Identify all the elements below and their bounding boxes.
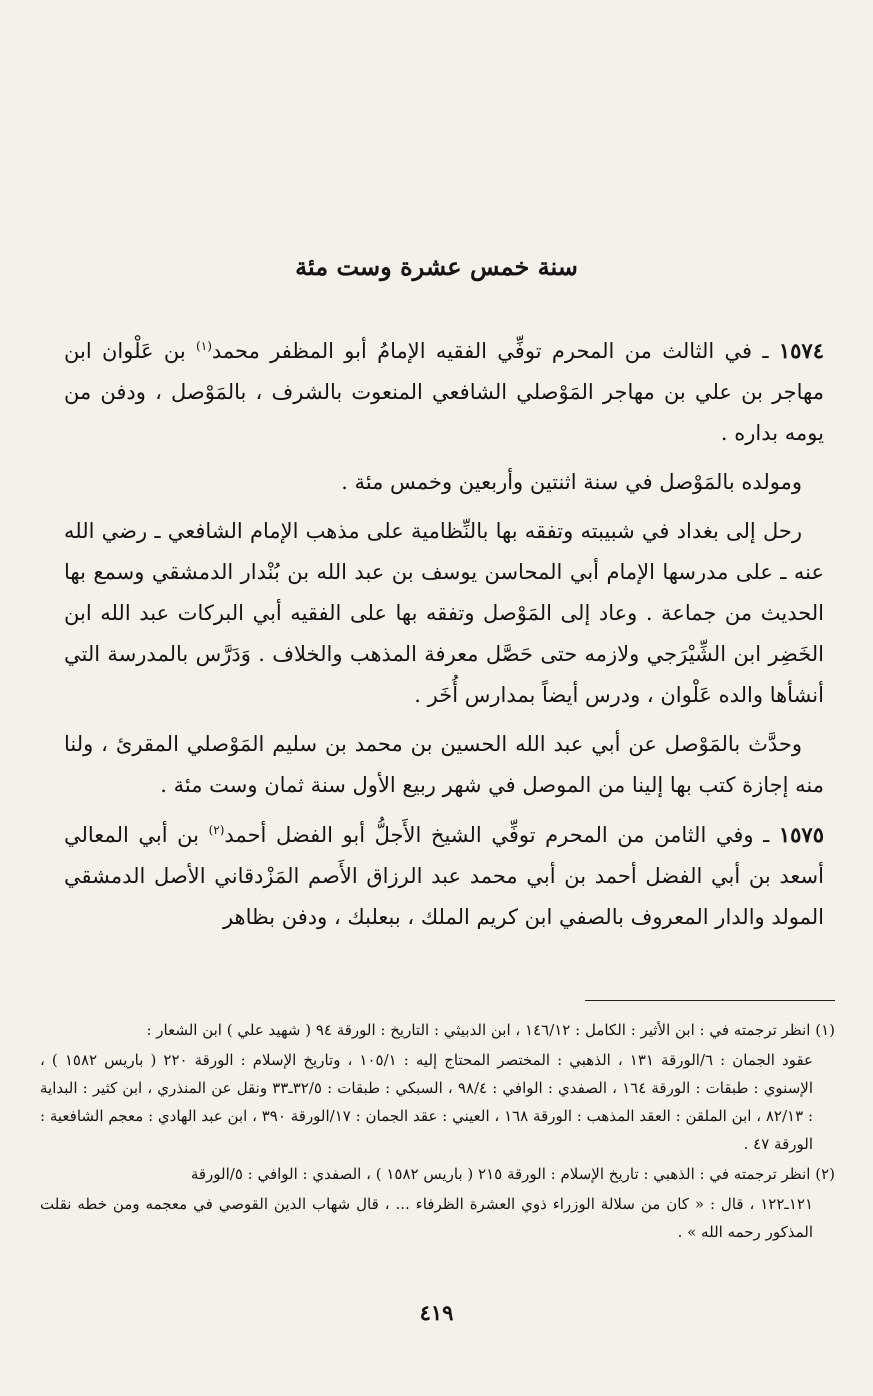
page-number: ٤١٩: [419, 1300, 454, 1325]
main-text: [64, 330, 824, 946]
footnote-ref[interactable]: (١): [196, 339, 212, 353]
footnotes: [40, 1016, 835, 1248]
footnote-2-continued: ١٢١ـ١٢٢ ، قال : « كان من سلالة الوزراء ذوي العشرة الظرفاء ... ، قال شهاب الدين القوصي في معجمه ومن خطه نقلت المذكور رحمه الله » .: [40, 1195, 813, 1241]
year-heading: سنة خمس عشرة وست مئة: [295, 252, 578, 281]
paragraph-study: رحل إلى بغداد في شبيبته وتفقه بها بالنِّظامية على مذهب الإمام الشافعي ـ رضي الله عنه ـ على مدرسها الإمام أبي المحاسن يوسف بن عبد الله بن بُنْدار الدمشقي وسمع بها الحديث من جماعة . وعاد إلى المَوْصل وتفقه بها على الفقيه أبي البركات عبد الله ابن الخَضِر ابن الشِّيْرَجي ولازمه حتى حَصَّل معرفة المذهب والخلاف . وَدَرَّس بالمدرسة التي أنشأها والده عَلْوان ، ودرس أيضاً بمدارس أُخَر .: [64, 519, 825, 707]
entry-text: ـ في الثالث من المحرم توفِّي الفقيه الإمامُ أبو المظفر محمد: [211, 339, 779, 363]
entry-text: بن عَلْوان ابن مهاجر بن علي بن مهاجر المَوْصلي الشافعي المنعوت بالشرف ، بالمَوْصل ، ودفن من يومه بداره .: [64, 339, 824, 445]
entry-number: ١٥٧٤: [778, 338, 824, 363]
footnote-1: (١) انظر ترجمته في : ابن الأثير : الكامل : ١٤٦/١٢ ، ابن الدبيثي : التاريخ : الورقة ٩٤ ( شهيد علي ) ابن الشعار :: [146, 1021, 835, 1039]
entry-text: بن أبي المعالي أسعد بن أبي الفضل أحمد بن أبي محمد عبد الرزاق الأَصم المَزْدقاني الأصل الدمشقي المولد والدار المعروف بالصفي ابن كريم الملك ، ببعلبك ، ودفن بظاهر: [64, 823, 824, 929]
footnote-1-continued: عقود الجمان : ٦/الورقة ١٣١ ، الذهبي : المختصر المحتاج إليه : ١٠٥/١ ، وتاريخ الإسلام : الورقة ٢٢٠ ( باريس ١٥٨٢ ) ، الإسنوي : طبقات : الورقة ١٦٤ ، الصفدي : الوافي : ٩٨/٤ ، السبكي : طبقات : ٣٢/٥ـ٣٣ ونقل عن المنذري ، ابن كثير : البداية : ٨٢/١٣ ، ابن الملقن : العقد المذهب : الورقة ١٦٨ ، العيني : عقد الجمان : ١٧/الورقة ٣٩٠ ، ابن عبد الهادي : معجم الشافعية : الورقة ٤٧ .: [40, 1051, 814, 1153]
paragraph-hadith: وحدَّث بالمَوْصل عن أبي عبد الله الحسين بن محمد بن سليم المَوْصلي المقرئ ، ولنا منه إجازة كتب بها إلينا من الموصل في شهر ربيع الأول سنة ثمان وست مئة .: [64, 732, 824, 797]
entry-1574: [64, 330, 824, 454]
entry-number: ١٥٧٥: [778, 822, 824, 847]
entry-text: ـ وفي الثامن من المحرم توفِّي الشيخ الأَجلُّ أبو الفضل أحمد: [224, 823, 779, 847]
footnote-2: (٢) انظر ترجمته في : الذهبي : تاريخ الإسلام : الورقة ٢١٥ ( باريس ١٥٨٢ ) ، الصفدي : الوافي : ٥/الورقة: [190, 1165, 835, 1183]
footnote-ref[interactable]: (٢): [208, 823, 225, 837]
entry-1575: [64, 814, 824, 938]
paragraph-birth: ومولده بالمَوْصل في سنة اثنتين وأربعين وخمس مئة .: [341, 470, 802, 494]
footnote-divider: [585, 1000, 835, 1001]
